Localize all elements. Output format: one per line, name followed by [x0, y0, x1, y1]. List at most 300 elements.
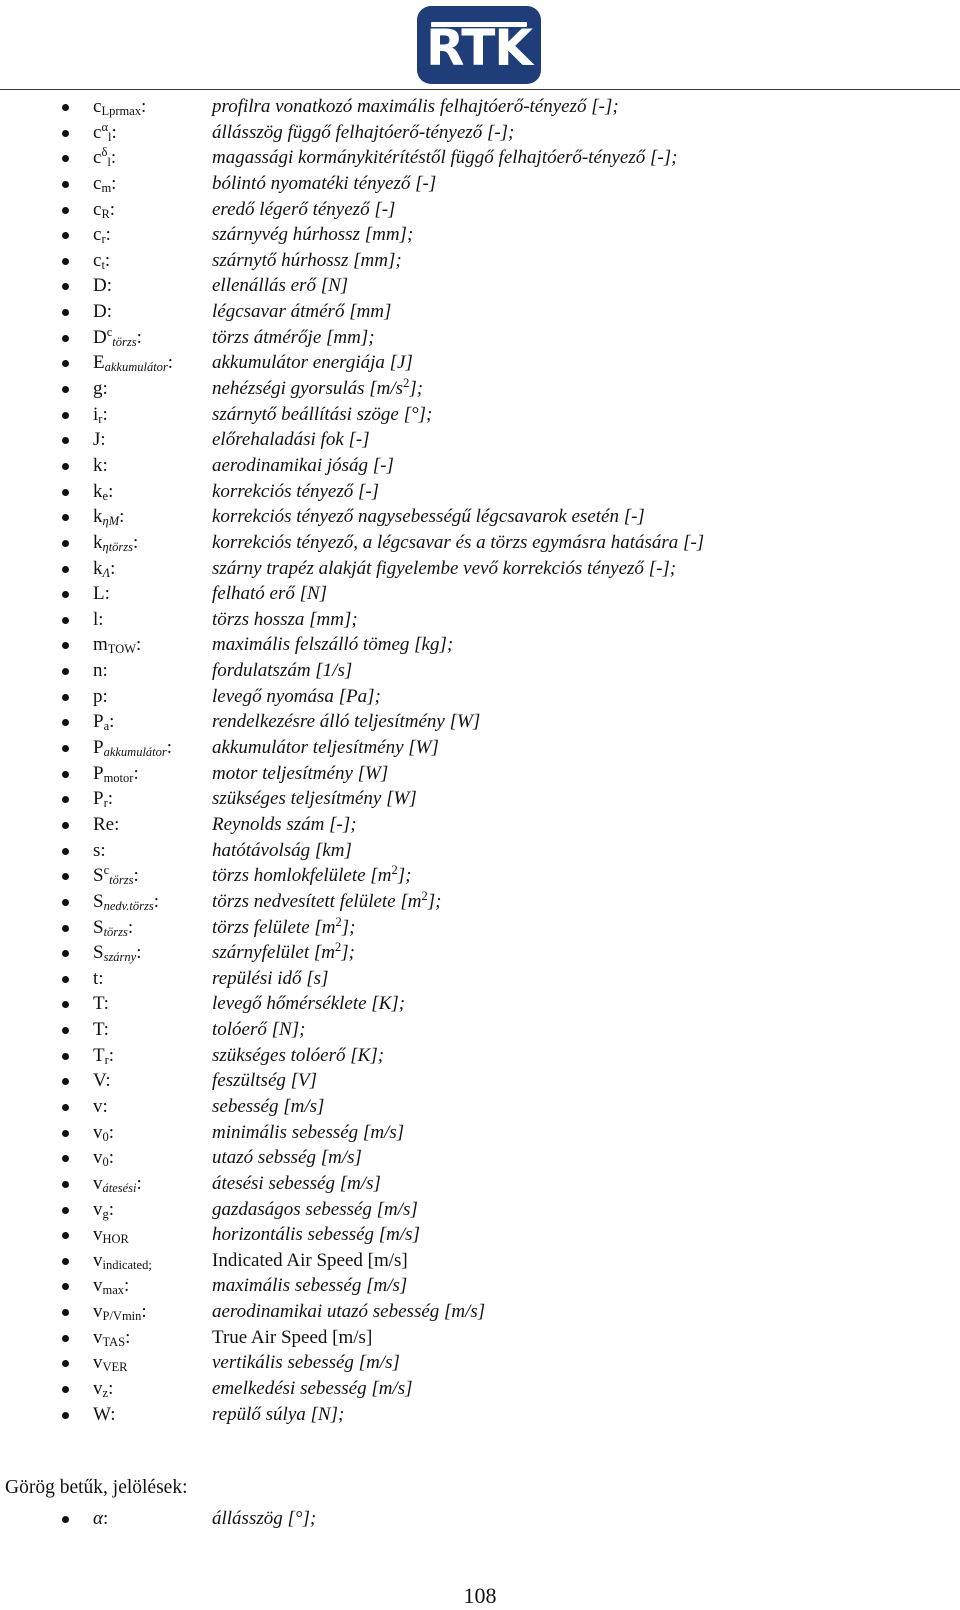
- list-item: [0, 709, 960, 735]
- symbol-letter: S: [93, 942, 104, 964]
- symbol-colon: :: [105, 224, 111, 246]
- list-item: [0, 607, 960, 633]
- list-item: [0, 376, 960, 402]
- symbol-letter: P: [93, 711, 104, 733]
- bullet-icon: [62, 1309, 69, 1316]
- description-text: nehézségi gyorsulás [m/s: [212, 378, 404, 400]
- symbol: [93, 453, 108, 479]
- symbol-subscript: r: [101, 232, 106, 247]
- symbol: [93, 658, 108, 684]
- bullet-icon: [62, 130, 69, 137]
- symbol-superscript: c: [106, 324, 113, 339]
- symbol: [93, 120, 117, 146]
- symbol-description: akkumulátor energiája [J]: [212, 352, 413, 374]
- list-item: [0, 556, 960, 582]
- symbol-colon: :: [105, 1070, 111, 1092]
- symbol-letter: S: [93, 890, 104, 912]
- bullet-icon: [62, 1130, 69, 1137]
- symbol-subscript: g: [102, 1206, 109, 1221]
- symbol-colon: :: [106, 301, 113, 323]
- list-item: [0, 504, 960, 530]
- symbol: [93, 1248, 152, 1274]
- list-item: [0, 248, 960, 274]
- list-item: [0, 273, 960, 299]
- list-item: [0, 761, 960, 787]
- symbol-letter: v: [93, 1275, 103, 1297]
- symbol-description: gazdaságos sebesség [m/s]: [212, 1198, 418, 1220]
- symbol: [93, 427, 106, 453]
- symbol: [93, 1350, 128, 1376]
- list-item: [0, 427, 960, 453]
- symbol-letter: L: [93, 583, 105, 605]
- greek-symbol-list: [0, 1506, 960, 1532]
- symbol: [93, 915, 133, 941]
- description-text: törzs felülete [m: [212, 916, 336, 938]
- symbol-description: vertikális sebesség [m/s]: [212, 1352, 400, 1374]
- bullet-icon: [62, 386, 69, 393]
- symbol-subscript: z: [102, 1386, 109, 1401]
- symbol-description: levegő hőmérséklete [K];: [212, 993, 406, 1015]
- symbol: [93, 94, 146, 120]
- bullet-icon: [62, 668, 69, 675]
- bullet-icon: [62, 976, 69, 983]
- symbol: [93, 197, 115, 223]
- list-item: [0, 1273, 960, 1299]
- list-item: [0, 1145, 960, 1171]
- symbol-letter: k: [93, 531, 103, 553]
- symbol: [93, 863, 139, 889]
- symbol-colon: :: [110, 557, 116, 579]
- symbol-colon: :: [125, 1326, 131, 1348]
- description-superscript: 2: [334, 940, 342, 955]
- bullet-icon: [62, 617, 69, 624]
- symbol-description: horizontális sebesség [m/s]: [212, 1224, 420, 1246]
- symbol: [93, 145, 116, 171]
- symbol-colon: :: [136, 942, 142, 964]
- symbol-colon: :: [111, 121, 117, 143]
- symbol: [93, 479, 113, 505]
- header-rule: [0, 89, 960, 90]
- bullet-icon: [62, 566, 69, 573]
- symbol-letter: v: [93, 1198, 103, 1220]
- symbol-description: motor teljesítmény [W]: [212, 762, 389, 784]
- symbol: [93, 1120, 114, 1146]
- list-item: [0, 222, 960, 248]
- symbol-subscript: akkumulátor: [103, 745, 167, 760]
- symbol-colon: :: [102, 403, 108, 425]
- bullet-icon: [62, 258, 69, 265]
- bullet-icon: [62, 1386, 69, 1393]
- symbol-letter: α: [93, 1508, 103, 1529]
- symbol-letter: k: [93, 454, 103, 476]
- symbol-colon: :: [141, 96, 147, 117]
- list-item: [0, 1197, 960, 1223]
- list-item: [0, 1017, 960, 1043]
- description-tail: ];: [397, 865, 412, 887]
- symbol-letter: D: [93, 326, 107, 348]
- symbol-letter: v: [93, 1121, 103, 1143]
- bullet-icon: [62, 925, 69, 932]
- list-item: [0, 863, 960, 889]
- list-item: [0, 1350, 960, 1376]
- bullet-icon: [62, 1181, 69, 1188]
- list-item: [0, 1068, 960, 1094]
- symbol-letter: J: [93, 429, 101, 451]
- symbol: [93, 1017, 109, 1043]
- symbol-colon: :: [102, 378, 108, 400]
- symbol-description: True Air Speed [m/s]: [212, 1326, 373, 1348]
- symbol-colon: :: [166, 737, 173, 759]
- symbol: [93, 1197, 114, 1223]
- list-item: [0, 735, 960, 761]
- bullet-icon: [62, 1155, 69, 1162]
- symbol: [93, 1376, 113, 1402]
- symbol-colon: :: [141, 1301, 147, 1323]
- list-item: [0, 1325, 960, 1351]
- logo-text: RTK: [425, 19, 533, 77]
- symbol-description: állásszög [°];: [212, 1508, 317, 1529]
- list-item: [0, 1402, 960, 1428]
- symbol-colon: :: [102, 660, 108, 682]
- bullet-icon: [62, 1001, 69, 1008]
- symbol-subscript: m: [101, 180, 112, 195]
- symbol-subscript: törzs: [109, 873, 134, 888]
- bullet-icon: [62, 412, 69, 419]
- symbol-subscript: a: [103, 719, 110, 734]
- symbol-letter: P: [93, 737, 104, 759]
- symbol-subscript: indicated;: [102, 1257, 152, 1272]
- symbol-letter: v: [93, 1172, 103, 1194]
- symbol-subscript: nedv.törzs: [103, 898, 154, 913]
- symbol-subscript: 0: [102, 1155, 109, 1170]
- symbol-description: szárnytő beállítási szöge [°];: [212, 403, 433, 425]
- symbol-letter: p: [93, 685, 103, 707]
- symbol: [93, 273, 112, 299]
- bullet-icon: [62, 283, 69, 290]
- list-item: [0, 350, 960, 376]
- symbol-description: [212, 863, 411, 889]
- symbol-letter: k: [93, 480, 103, 502]
- list-item: [0, 1248, 960, 1274]
- description-superscript: 2: [391, 863, 398, 878]
- symbol-colon: :: [103, 993, 109, 1015]
- symbol-letter: m: [93, 634, 108, 656]
- symbol-colon: :: [102, 1508, 109, 1529]
- symbol: [93, 1222, 129, 1248]
- symbol: [93, 581, 110, 607]
- symbol: [93, 1402, 116, 1428]
- symbol-subscript: r: [103, 796, 108, 811]
- symbol-colon: :: [109, 711, 115, 733]
- symbol-letter: i: [93, 403, 99, 425]
- symbol-letter: v: [93, 1095, 103, 1117]
- bullet-icon: [62, 950, 69, 957]
- symbol-description: tolóerő [N];: [212, 1019, 306, 1041]
- list-item: [0, 530, 960, 556]
- symbol-colon: :: [110, 1403, 116, 1425]
- symbol-letter: T: [93, 993, 104, 1015]
- symbol-colon: :: [100, 839, 106, 861]
- symbol-description: szükséges teljesítmény [W]: [212, 788, 417, 810]
- symbol-subscript: ηtörzs: [102, 539, 134, 554]
- symbol-description: szárnytő húrhossz [mm];: [212, 249, 402, 271]
- bullet-icon: [62, 848, 69, 855]
- symbol-letter: S: [93, 916, 104, 938]
- list-item: [0, 1376, 960, 1402]
- symbol-colon: :: [127, 916, 134, 938]
- symbol-subscript: TAS: [102, 1334, 126, 1349]
- symbol-subscript: HOR: [102, 1232, 129, 1247]
- symbol: [93, 504, 124, 530]
- description-superscript: 2: [335, 914, 342, 929]
- description-text: törzs nedvesített felülete [m: [212, 890, 422, 912]
- symbol-letter: S: [93, 865, 104, 887]
- symbol: [93, 1299, 147, 1325]
- bullet-icon: [62, 745, 69, 752]
- symbol-superscript: c: [103, 863, 110, 878]
- symbol: [93, 607, 104, 633]
- symbol-letter: c: [93, 224, 102, 246]
- symbol-letter: P: [93, 762, 104, 784]
- symbol-letter: D: [93, 301, 107, 323]
- symbol: [93, 1506, 108, 1532]
- symbol-subscript: P/Vmin: [102, 1309, 142, 1324]
- symbol-subscript: 0: [102, 1129, 109, 1144]
- symbol-description: fordulatszám [1/s]: [212, 660, 353, 682]
- symbol-description: törzs átmérője [mm];: [212, 326, 375, 348]
- symbol-colon: :: [114, 813, 120, 835]
- list-item: [0, 479, 960, 505]
- symbol-letter: Re: [93, 813, 115, 835]
- symbol-description: hatótávolság [km]: [212, 839, 352, 861]
- symbol-colon: :: [98, 967, 104, 989]
- symbol-colon: :: [133, 762, 139, 784]
- bullet-icon: [62, 1258, 69, 1265]
- list-item: [0, 786, 960, 812]
- symbol: [93, 1273, 129, 1299]
- symbol-description: szükséges tolóerő [K];: [212, 1044, 385, 1066]
- bullet-icon: [62, 463, 69, 470]
- bullet-icon: [62, 207, 69, 214]
- list-item: [0, 1506, 960, 1532]
- bullet-icon: [62, 796, 69, 803]
- description-tail: ];: [427, 890, 442, 912]
- symbol-letter: t: [93, 967, 99, 989]
- symbol-colon: :: [133, 865, 139, 887]
- symbol-description: levegő nyomása [Pa];: [212, 685, 381, 707]
- symbol-colon: :: [111, 172, 117, 194]
- list-item: [0, 915, 960, 941]
- symbol-description: előrehaladási fok [-]: [212, 429, 370, 451]
- symbol: [93, 1171, 142, 1197]
- symbol-colon: :: [106, 275, 113, 297]
- symbol-superscript: α: [101, 119, 108, 134]
- symbol-description: [212, 940, 355, 966]
- symbol: [93, 812, 119, 838]
- symbol-letter: v: [93, 1249, 103, 1271]
- symbol-letter: l: [93, 608, 99, 630]
- bullet-icon: [62, 591, 69, 598]
- symbol-colon: :: [167, 352, 174, 374]
- symbol-colon: :: [100, 429, 106, 451]
- symbol: [93, 556, 115, 582]
- list-item: [0, 940, 960, 966]
- symbol-letter: n: [93, 660, 103, 682]
- symbol-letter: c: [93, 249, 102, 271]
- symbol-letter: c: [93, 198, 102, 220]
- symbol-description: sebesség [m/s]: [212, 1095, 325, 1117]
- symbol-letter: T: [93, 1044, 105, 1066]
- symbol: [93, 530, 138, 556]
- symbol-description: Reynolds szám [-];: [212, 813, 357, 835]
- symbol: [93, 709, 114, 735]
- list-item: [0, 991, 960, 1017]
- bullet-icon: [62, 1027, 69, 1034]
- symbol: [93, 966, 104, 992]
- description-tail: ];: [341, 916, 356, 938]
- symbol: [93, 376, 108, 402]
- list-item: [0, 838, 960, 864]
- symbol: [93, 1094, 108, 1120]
- symbol-letter: W: [93, 1403, 111, 1425]
- symbol-colon: :: [108, 480, 114, 502]
- symbol-colon: :: [103, 1019, 109, 1041]
- symbol-description: repülő súlya [N];: [212, 1403, 345, 1425]
- description-text: szárnyfelület [m: [212, 942, 335, 964]
- description-tail: ];: [409, 378, 424, 400]
- description-superscript: 2: [421, 888, 428, 903]
- list-item: [0, 402, 960, 428]
- symbol-subscript: akkumulátor: [104, 360, 168, 375]
- symbol-description: korrekciós tényező, a légcsavar és a törzs egymásra hatására [-]: [212, 531, 705, 553]
- symbol: [93, 761, 139, 787]
- symbol: [93, 786, 113, 812]
- list-item: [0, 966, 960, 992]
- list-item: [0, 812, 960, 838]
- bullet-icon: [62, 104, 69, 111]
- list-item: [0, 120, 960, 146]
- symbol-colon: :: [104, 583, 110, 605]
- symbol: [93, 940, 142, 966]
- symbol-letter: v: [93, 1326, 103, 1348]
- bullet-icon: [62, 822, 69, 829]
- bullet-icon: [62, 771, 69, 778]
- symbol-subscript: VER: [102, 1360, 128, 1375]
- list-item: [0, 1222, 960, 1248]
- symbol: [93, 1043, 114, 1069]
- symbol: [93, 1145, 114, 1171]
- symbol-list: [0, 94, 960, 1427]
- bullet-icon: [62, 514, 69, 521]
- list-item: [0, 1299, 960, 1325]
- symbol-description: légcsavar átmérő [mm]: [212, 301, 392, 323]
- symbol-description: átesési sebesség [m/s]: [212, 1172, 381, 1194]
- symbol-colon: :: [110, 147, 117, 169]
- symbol: [93, 735, 172, 761]
- symbol-subscript: R: [101, 206, 110, 221]
- symbol: [93, 1068, 111, 1094]
- symbol-letter: g: [93, 378, 103, 400]
- symbol-letter: v: [93, 1224, 103, 1246]
- bullet-icon: [62, 719, 69, 726]
- symbol-letter: k: [93, 506, 103, 528]
- bullet-icon: [62, 360, 69, 367]
- symbol-description: állásszög függő felhajtóerő-tényező [-];: [212, 121, 515, 143]
- bullet-icon: [62, 181, 69, 188]
- symbol-description: emelkedési sebesség [m/s]: [212, 1378, 413, 1400]
- symbol-subscript: Lprmax: [101, 104, 142, 118]
- symbol-subscript: ηM: [102, 514, 120, 529]
- list-item: [0, 889, 960, 915]
- greek-section-heading: Görög betűk, jelölések:: [5, 1477, 188, 1498]
- symbol-colon: :: [102, 454, 108, 476]
- bullet-icon: [62, 540, 69, 547]
- symbol: [93, 171, 116, 197]
- bullet-icon: [62, 1412, 69, 1419]
- symbol: [93, 402, 108, 428]
- symbol-colon: :: [136, 634, 142, 656]
- symbol-description: törzs hossza [mm];: [212, 608, 358, 630]
- symbol-colon: :: [108, 1378, 114, 1400]
- symbol: [93, 632, 141, 658]
- list-item: [0, 171, 960, 197]
- symbol-description: akkumulátor teljesítmény [W]: [212, 737, 439, 759]
- bullet-icon: [62, 899, 69, 906]
- symbol-description: bólintó nyomatéki tényező [-]: [212, 172, 437, 194]
- symbol-description: aerodinamikai utazó sebesség [m/s]: [212, 1301, 486, 1323]
- symbol-letter: v: [93, 1147, 103, 1169]
- description-text: törzs homlokfelülete [m: [212, 865, 392, 887]
- symbol-subscript: l: [107, 155, 111, 170]
- symbol-description: maximális sebesség [m/s]: [212, 1275, 408, 1297]
- symbol-subscript: max: [102, 1283, 125, 1298]
- symbol-colon: :: [124, 1275, 130, 1297]
- bullet-icon: [62, 1078, 69, 1085]
- list-item: [0, 658, 960, 684]
- bullet-icon: [62, 1516, 69, 1523]
- symbol-description: aerodinamikai jóság [-]: [212, 454, 394, 476]
- list-item: [0, 145, 960, 171]
- symbol-subscript: átesési: [102, 1180, 137, 1195]
- symbol-letter: c: [93, 96, 102, 117]
- list-item: [0, 197, 960, 223]
- list-item: [0, 1120, 960, 1146]
- symbol-description: maximális felszálló tömeg [kg];: [212, 634, 454, 656]
- symbol-description: Indicated Air Speed [m/s]: [212, 1249, 408, 1271]
- symbol-subscript: t: [101, 257, 105, 272]
- description-superscript: 2: [403, 376, 410, 391]
- symbol-colon: :: [98, 608, 104, 630]
- symbol-colon: :: [108, 1147, 115, 1169]
- symbol-colon: :: [109, 198, 116, 220]
- symbol-description: eredő légerő tényező [-]: [212, 198, 396, 220]
- symbol-colon: :: [107, 788, 114, 810]
- bullet-icon: [62, 489, 69, 496]
- symbol-description: szárnyvég húrhossz [mm];: [212, 224, 414, 246]
- symbol: [93, 248, 110, 274]
- list-item: [0, 299, 960, 325]
- symbol-subscript: törzs: [103, 924, 128, 939]
- symbol-colon: :: [108, 1198, 115, 1220]
- symbol-letter: T: [93, 1019, 104, 1041]
- symbol-letter: v: [93, 1301, 103, 1323]
- symbol-colon: :: [102, 1095, 108, 1117]
- symbol-description: felható erő [N]: [212, 583, 328, 605]
- symbol: [93, 991, 109, 1017]
- symbol: [93, 299, 112, 325]
- symbol-subscript: r: [104, 1052, 109, 1067]
- symbol-letter: E: [93, 352, 105, 374]
